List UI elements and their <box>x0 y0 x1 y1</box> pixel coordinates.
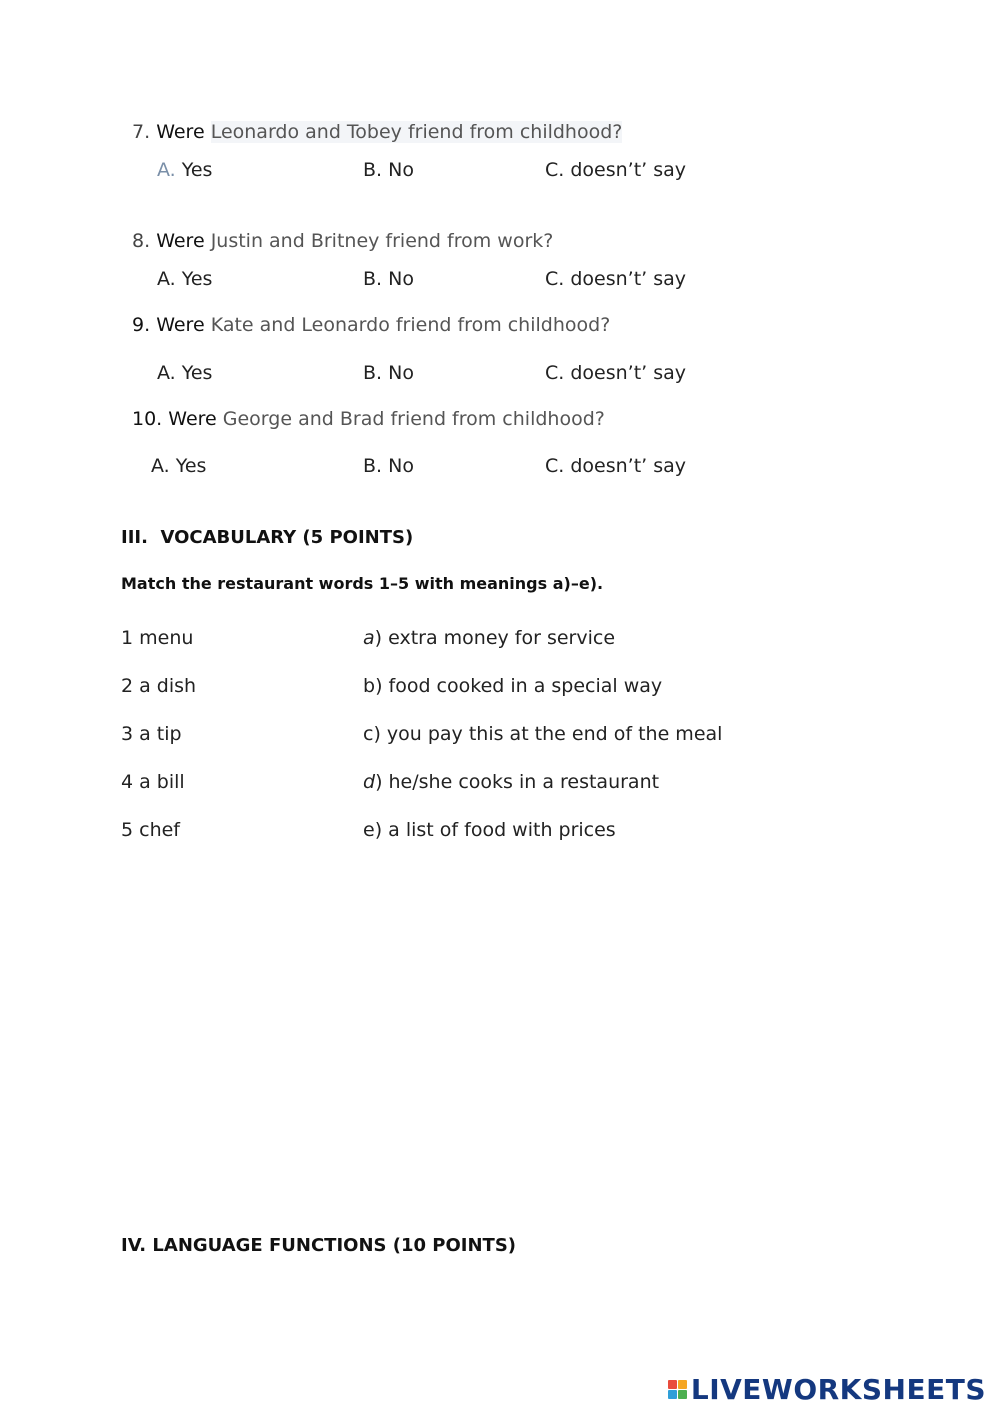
logo-square <box>668 1380 677 1389</box>
option-label: Yes <box>181 159 213 181</box>
vocab-word-3: 3 a tip <box>121 723 182 745</box>
vocab-word-4: 4 a bill <box>121 771 185 793</box>
question-text: Kate and Leonardo friend from childhood? <box>210 314 611 336</box>
meaning-letter: a <box>363 627 375 649</box>
meaning-text: ) a list of food with prices <box>374 819 616 841</box>
logo-square <box>668 1390 677 1399</box>
question-number: 10. <box>132 408 163 430</box>
liveworksheets-logo-icon <box>668 1380 687 1399</box>
option-a[interactable]: A. Yes <box>157 268 213 290</box>
question-text: George and Brad friend from childhood? <box>222 408 605 430</box>
option-a[interactable]: A. Yes <box>157 362 213 384</box>
question-8 <box>132 230 553 252</box>
section-heading-vocabulary: III. VOCABULARY (5 POINTS) <box>121 527 414 548</box>
question-number: 7. <box>132 121 151 143</box>
vocab-word-2: 2 a dish <box>121 675 197 697</box>
meaning-letter: e <box>363 819 375 841</box>
question-10 <box>132 408 605 430</box>
option-a[interactable] <box>157 159 212 181</box>
vocab-meaning-c <box>363 723 722 745</box>
logo-text: LIVEWORKSHEETS <box>690 1373 986 1406</box>
meaning-letter: d <box>363 771 376 793</box>
vocab-word-1: 1 menu <box>121 627 194 649</box>
meaning-text: ) you pay this at the end of the meal <box>373 723 723 745</box>
vocab-meaning-d <box>363 771 659 793</box>
liveworksheets-logo[interactable] <box>668 1373 986 1406</box>
question-text: Leonardo and Tobey friend from childhood? <box>210 121 623 143</box>
logo-square <box>678 1380 687 1389</box>
question-lead: Were <box>156 230 205 252</box>
option-c[interactable]: C. doesn’t’ say <box>545 362 687 384</box>
option-c[interactable]: C. doesn’t’ say <box>545 268 687 290</box>
question-7 <box>132 121 622 143</box>
meaning-letter: b <box>363 675 376 697</box>
question-9 <box>132 314 610 336</box>
meaning-text: ) extra money for service <box>374 627 616 649</box>
section-heading-language-functions: IV. LANGUAGE FUNCTIONS (10 POINTS) <box>121 1235 517 1256</box>
logo-square <box>678 1390 687 1399</box>
option-c[interactable]: C. doesn’t’ say <box>545 455 687 477</box>
vocab-meaning-a <box>363 627 615 649</box>
vocab-meaning-b <box>363 675 662 697</box>
question-lead: Were <box>156 121 205 143</box>
question-lead: Were <box>168 408 217 430</box>
question-text: Justin and Britney friend from work? <box>210 230 554 252</box>
vocab-meaning-e <box>363 819 616 841</box>
option-a[interactable]: A. Yes <box>151 455 207 477</box>
option-c[interactable]: C. doesn’t’ say <box>545 159 687 181</box>
question-number: 8. <box>132 230 151 252</box>
option-b[interactable]: B. No <box>363 455 414 477</box>
option-letter: A. <box>157 159 176 181</box>
option-b[interactable]: B. No <box>363 268 414 290</box>
question-lead: Were <box>156 314 205 336</box>
question-number: 9. <box>132 314 151 336</box>
meaning-letter: c <box>363 723 374 745</box>
vocabulary-instruction: Match the restaurant words 1–5 with meanings a)–e). <box>121 574 604 593</box>
option-b[interactable]: B. No <box>363 362 414 384</box>
vocab-word-5: 5 chef <box>121 819 180 841</box>
meaning-text: ) food cooked in a special way <box>375 675 663 697</box>
meaning-text: ) he/she cooks in a restaurant <box>375 771 660 793</box>
option-b[interactable]: B. No <box>363 159 414 181</box>
